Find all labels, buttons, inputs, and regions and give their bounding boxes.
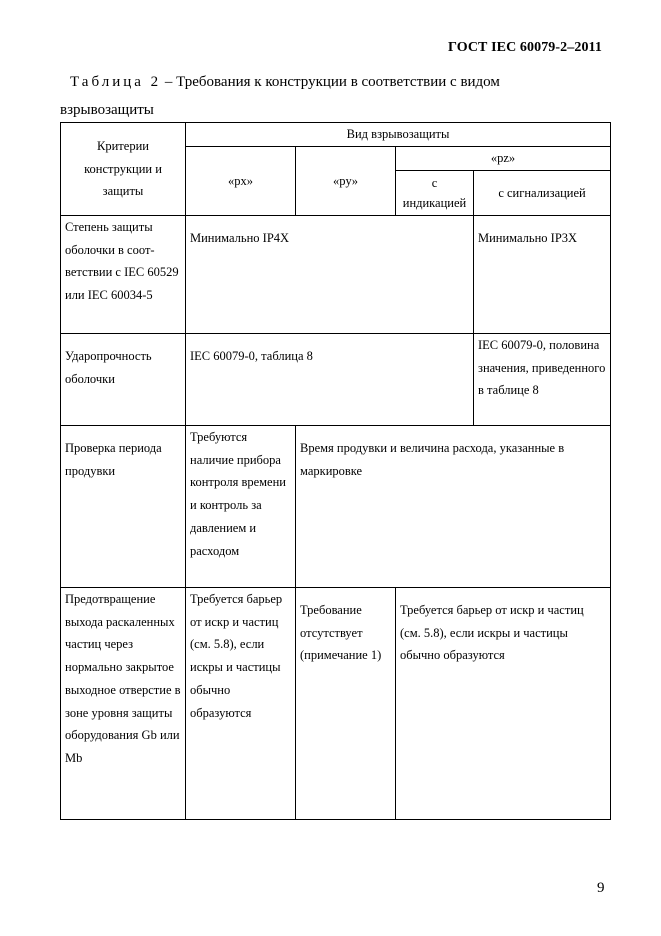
header-pz: «pz» <box>396 147 611 171</box>
header-protection-type: Вид взрывозащиты <box>186 123 611 147</box>
cell-criterion: Степень защиты оболочки в соот-ветствии с IEC 60529 или IEC 60034-5 <box>61 216 186 334</box>
cell-py: Требование отсутствует (примечание 1) <box>296 588 396 820</box>
cell-px: Требуется барьер от искр и частиц (см. 5.8), если искры и частицы обычно образуются <box>186 588 296 820</box>
cell-pz-alarm: Минимально IP3X <box>474 216 611 334</box>
cell-criterion: Ударопрочность оболочки <box>61 334 186 426</box>
table-row <box>61 216 611 334</box>
table-row <box>61 588 611 820</box>
requirements-table <box>60 122 611 820</box>
header-pz-alarm: с сигнализацией <box>474 171 611 216</box>
cell-px-py-pzi: Минимально IP4X <box>186 216 474 334</box>
header-py: «py» <box>296 147 396 216</box>
header-px: «px» <box>186 147 296 216</box>
page-number: 9 <box>597 880 605 896</box>
table-caption-text: – Требования к конструкции в соответствии с видом <box>161 74 500 90</box>
table-row <box>61 334 611 426</box>
cell-criterion: Предотвращение выхода раскаленных частиц через нормально закрытое выходное отверстие в зоне уровня защиты оборудования Gb или Mb <box>61 588 186 820</box>
cell-criterion: Проверка периода продувки <box>61 426 186 588</box>
table-caption-label: Таблица 2 <box>70 74 162 90</box>
cell-py-pz: Время продувки и величина расхода, указанные в маркировке <box>296 426 611 588</box>
header-criteria: Критерии конструкции и защиты <box>61 123 186 216</box>
cell-px-py-pzi: IEC 60079-0, таблица 8 <box>186 334 474 426</box>
header-pz-indication: с индикацией <box>396 171 474 216</box>
standard-designation: ГОСТ IEC 60079-2–2011 <box>448 40 602 55</box>
cell-pz-alarm: IEC 60079-0, половина значения, приведенного в таблице 8 <box>474 334 611 426</box>
cell-pz: Требуется барьер от искр и частиц (см. 5.8), если искры и частицы обычно образуются <box>396 588 611 820</box>
table-caption <box>60 68 620 124</box>
cell-px: Требуются наличие прибора контроля времени и контроль за давлением и расходом <box>186 426 296 588</box>
table-caption-text-continued: взрывозащиты <box>60 102 154 118</box>
table-row <box>61 426 611 588</box>
